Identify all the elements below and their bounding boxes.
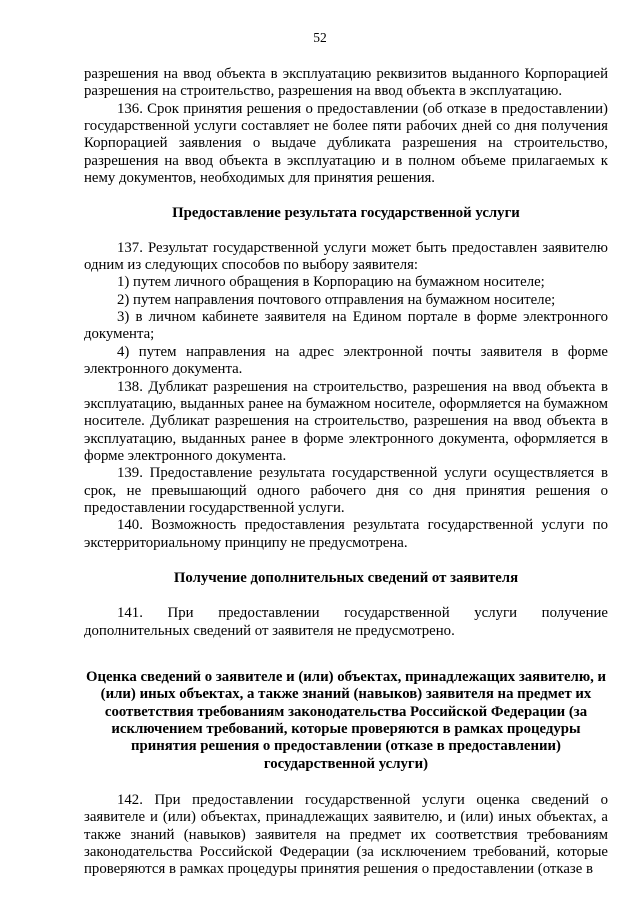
paragraph-continuation: разрешения на ввод объекта в эксплуатацию реквизитов выданного Корпорацией разрешения на строительство, разрешения на ввод объекта в эксплуатацию. bbox=[84, 66, 608, 100]
list-item-137-3: 3) в личном кабинете заявителя на Едином портале в форме электронного документа; bbox=[84, 309, 608, 343]
document-body bbox=[84, 66, 608, 879]
list-item-137-4: 4) путем направления на адрес электронной почты заявителя в форме электронного документа. bbox=[84, 343, 608, 378]
section-heading-result: Предоставление результата государственной услуги bbox=[172, 205, 520, 222]
paragraph-140: 140. Возможность предоставления результата государственной услуги по экстерриториальному принципу не предусмотрена. bbox=[84, 517, 608, 551]
section-heading-assessment: Оценка сведений о заявителе и (или) объектах, принадлежащих заявителю, и (или) иных объектах, а также знаний (навыков) заявителя на предмет их соответствия требованиям законодательства Российской Федерации (за исключением требований, которые проверяются в рамках процедуры принятия решения о предоставлении (отказе в предоставлении) государственной услуги) bbox=[85, 668, 607, 772]
paragraph-139: 139. Предоставление результата государственной услуги осуществляется в срок, не превышающий одного рабочего дня со дня принятия решения о предоставлении государственной услуги. bbox=[84, 465, 608, 516]
list-item-137-2: 2) путем направления почтового отправления на бумажном носителе; bbox=[117, 291, 556, 308]
paragraph-137: 137. Результат государственной услуги может быть предоставлен заявителю одним из следующих способов по выбору заявителя: bbox=[84, 239, 608, 274]
paragraph-138: 138. Дубликат разрешения на строительство, разрешения на ввод объекта в эксплуатацию, выданных ранее на бумажном носителе, оформляется на бумажном носителе. Дубликат разрешения на строительство, разрешения на ввод объекта в эксплуатацию, выданных ранее в форме электронного документа, оформляется в форме электронного документа. bbox=[84, 378, 608, 464]
page-number: 52 bbox=[313, 30, 327, 45]
paragraph-142: 142. При предоставлении государственной услуги оценка сведений о заявителе и (или) объектах, принадлежащих заявителю, и (или) иных объектах, а также знаний (навыков) заявителя на предмет их соответствия требованиям законодательства Российской Федерации (за исключением требований, которые проверяются в рамках процедуры принятия решения о предоставлении (отказе в bbox=[84, 792, 608, 878]
section-heading-additional-info: Получение дополнительных сведений от заявителя bbox=[173, 569, 519, 586]
paragraph-141: 141. При предоставлении государственной услуги получение дополнительных сведений от заявителя не предусмотрено. bbox=[84, 605, 608, 639]
list-item-137-1: 1) путем личного обращения в Корпорацию на бумажном носителе; bbox=[117, 274, 545, 291]
paragraph-136: 136. Срок принятия решения о предоставлении (об отказе в предоставлении) государственной услуги составляет не более пяти рабочих дней со дня получения Корпорацией заявления о выдаче дубликата разрешения на строительство, разрешения на ввод объекта в эксплуатацию и в полном объеме прилагаемых к нему документов, необходимых для принятия решения. bbox=[84, 100, 608, 187]
